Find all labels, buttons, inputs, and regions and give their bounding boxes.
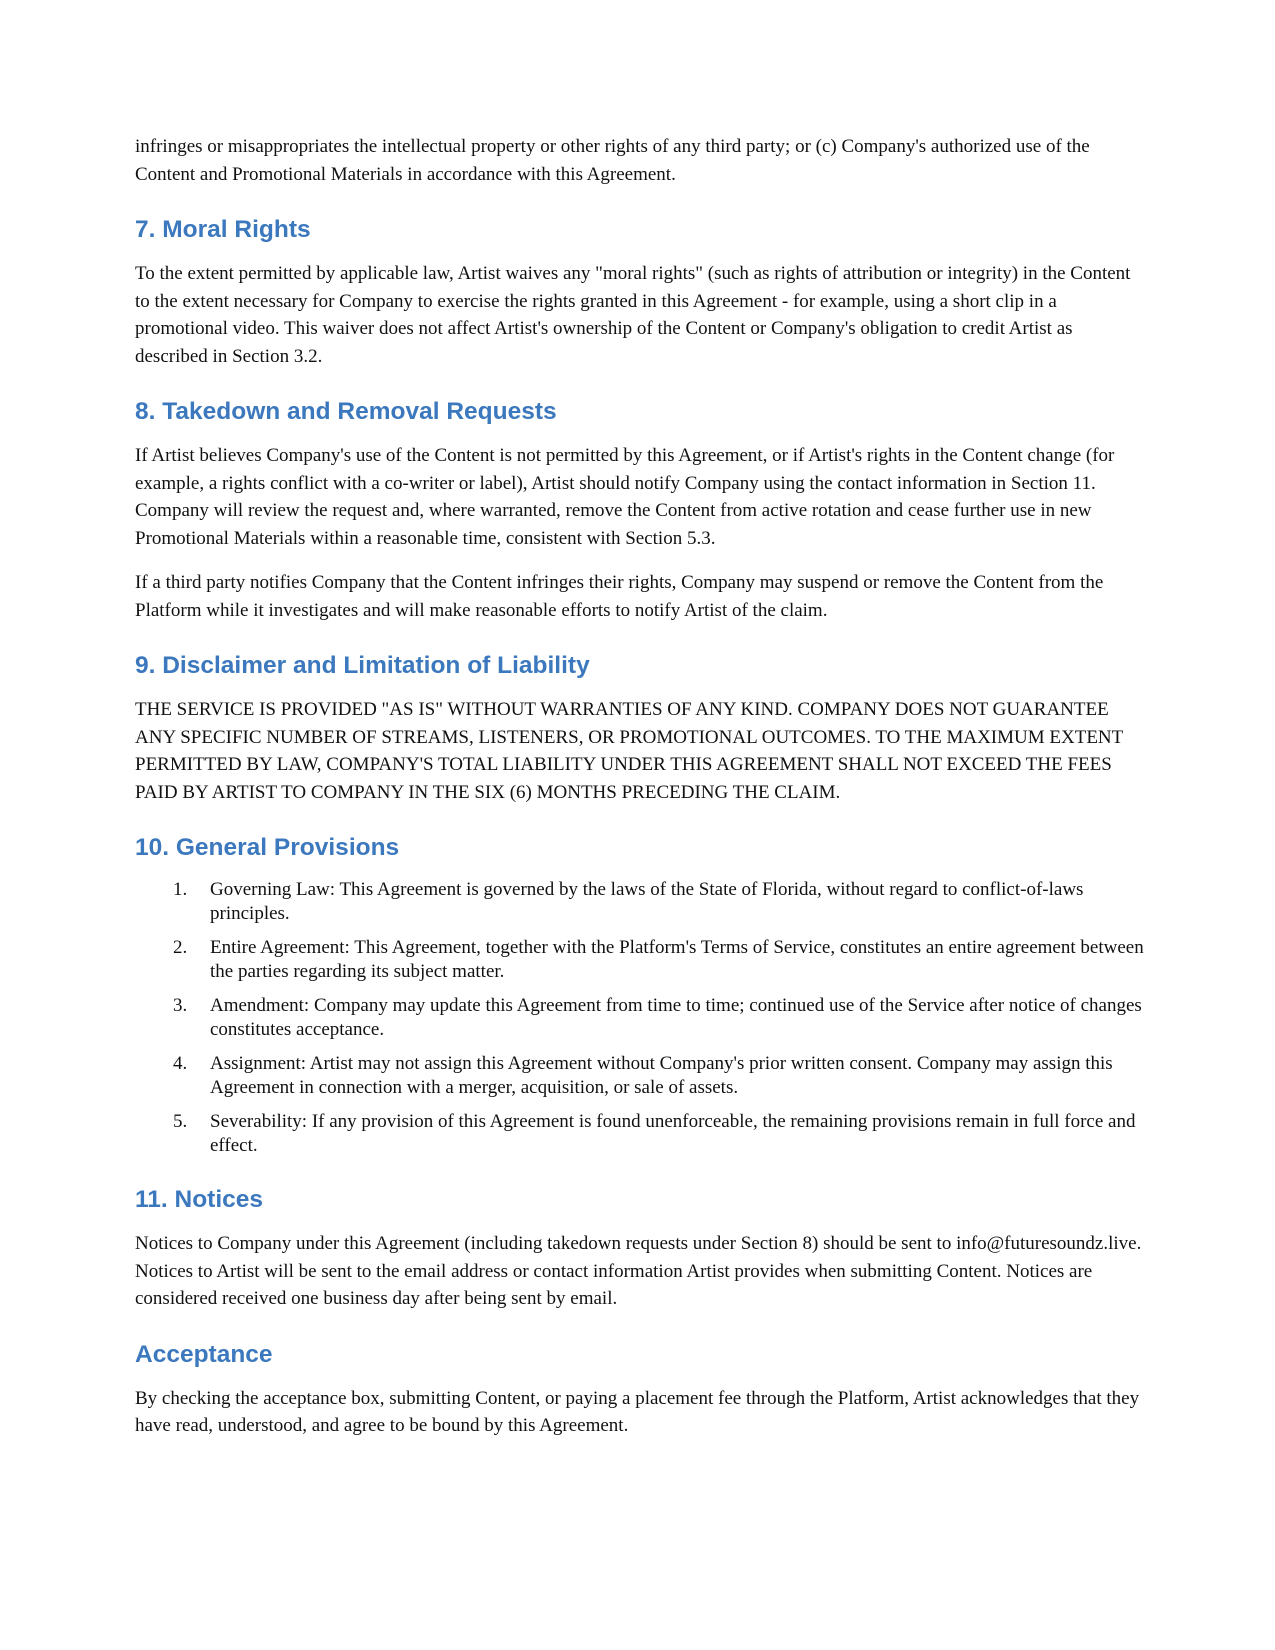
section-heading: 8. Takedown and Removal Requests: [135, 398, 557, 425]
section-takedown: [135, 397, 1145, 624]
paragraph: If Artist believes Company's use of the Content is not permitted by this Agreement, or if Artist's rights in the Content change (for example, a rights conflict with a co-writer or label), Artist should notify Company using the contact information in Section 11. Company will review the request and, where warranted, remove the Content from active rotation and cease further use in new Promotional Materials within a reasonable time, consistent with Section 5.3.: [135, 445, 1115, 549]
list-number: 3.: [173, 995, 188, 1016]
paragraph: To the extent permitted by applicable law, Artist waives any "moral rights" (such as rights of attribution or integrity) in the Content to the extent necessary for Company to exercise the rights granted in this Agreement - for example, using a short clip in a promotional video. This waiver does not affect Artist's ownership of the Content or Company's obligation to credit Artist as described in Section 3.2.: [135, 263, 1131, 367]
section-heading: 7. Moral Rights: [135, 216, 311, 243]
list-item-text: Governing Law: This Agreement is governed by the laws of the State of Florida, without regard to conflict-of-laws principles.: [210, 879, 1084, 924]
list-item: [135, 994, 1145, 1042]
provisions-list: [135, 878, 1145, 1158]
section-heading: Acceptance: [135, 1340, 273, 1368]
list-item: [135, 1110, 1145, 1158]
list-number: 5.: [173, 1111, 188, 1132]
paragraph: By checking the acceptance box, submitting Content, or paying a placement fee through the Platform, Artist acknowledges that they have read, understood, and agree to be bound by this Agreement.: [135, 1387, 1140, 1436]
section-general-provisions: [135, 833, 1145, 1158]
section-moral-rights: [135, 215, 1145, 370]
section-heading: 9. Disclaimer and Limitation of Liability: [135, 652, 590, 679]
list-number: 1.: [173, 879, 188, 900]
list-item: [135, 936, 1145, 984]
list-item-text: Severability: If any provision of this Agreement is found unenforceable, the remaining provisions remain in full force and effect.: [210, 1111, 1136, 1156]
list-number: 2.: [173, 937, 188, 958]
list-item-text: Amendment: Company may update this Agreement from time to time; continued use of the Service after notice of changes constitutes acceptance.: [210, 995, 1142, 1040]
intro-paragraph: infringes or misappropriates the intellectual property or other rights of any third party; or (c) Company's authorized use of the Content and Promotional Materials in accordance with this Agreement.: [135, 136, 1090, 185]
paragraph: If a third party notifies Company that the Content infringes their rights, Company may suspend or remove the Content from the Platform while it investigates and will make reasonable efforts to notify Artist of the claim.: [135, 572, 1104, 621]
section-notices: [135, 1185, 1145, 1313]
list-item-text: Assignment: Artist may not assign this Agreement without Company's prior written consent. Company may assign this Agreement in connection with a merger, acquisition, or sale of assets.: [210, 1053, 1113, 1098]
section-heading: 11. Notices: [135, 1186, 264, 1213]
list-number: 4.: [173, 1053, 188, 1074]
paragraph: THE SERVICE IS PROVIDED "AS IS" WITHOUT WARRANTIES OF ANY KIND. COMPANY DOES NOT GUARANTEE ANY SPECIFIC NUMBER OF STREAMS, LISTENERS, OR PROMOTIONAL OUTCOMES. TO THE MAXIMUM EXTENT PERMITTED BY LAW, COMPANY'S TOTAL LIABILITY UNDER THIS AGREEMENT SHALL NOT EXCEED THE FEES PAID BY ARTIST TO COMPANY IN THE SIX (6) MONTHS PRECEDING THE CLAIM.: [135, 699, 1123, 803]
list-item: [135, 878, 1145, 926]
list-item-text: Entire Agreement: This Agreement, together with the Platform's Terms of Service, constitutes an entire agreement between the parties regarding its subject matter.: [210, 937, 1144, 982]
list-item: [135, 1052, 1145, 1100]
section-disclaimer: [135, 651, 1145, 806]
document-page: [135, 133, 1145, 1457]
section-acceptance: [135, 1340, 1145, 1440]
paragraph: Notices to Company under this Agreement (including takedown requests under Section 8) should be sent to info@futuresoundz.live. Notices to Artist will be sent to the email address or contact information Artist provides when submitting Content. Notices are considered received one business day after being sent by email.: [135, 1233, 1142, 1309]
section-heading: 10. General Provisions: [135, 834, 400, 861]
